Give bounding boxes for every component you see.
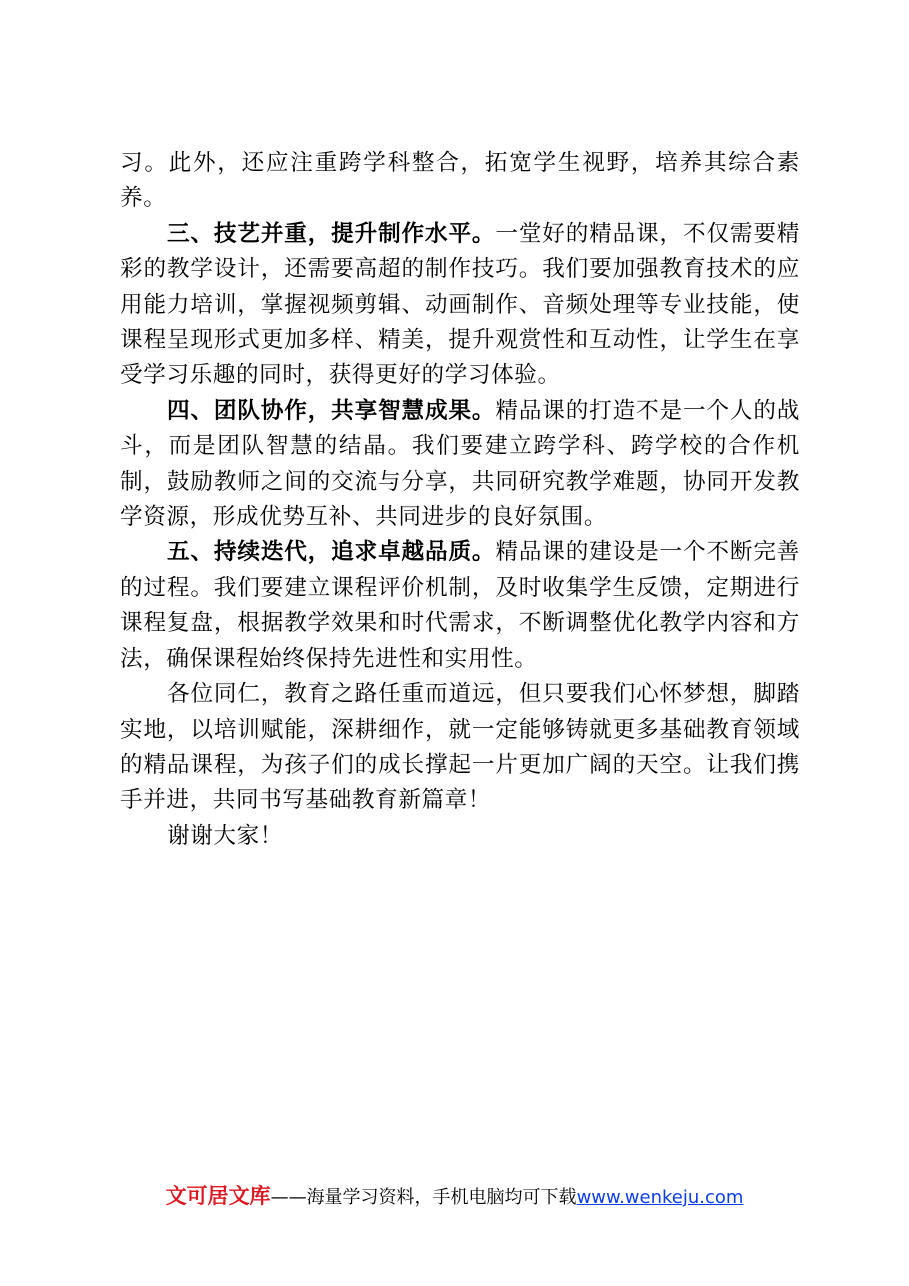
footer-brand: 文可居文库 <box>165 1184 271 1208</box>
paragraph-section-5 <box>120 535 800 677</box>
document-body <box>120 146 800 854</box>
paragraph-text: 精品课的打造不是一个人的战斗，而是团队智慧的结晶。我们要建立跨学科、跨学校的合作机制，鼓励教师之间的交流与分享，共同研究教学难题，协同开发教学资源，形成优势互补、共同进步的良好氛围。 <box>120 397 800 531</box>
paragraph-thanks <box>120 819 800 854</box>
paragraph-text: 各位同仁，教育之路任重而道远，但只要我们心怀梦想，脚踏实地，以培训赋能，深耕细作，就一定能够铸就更多基础教育领域的精品课程，为孩子们的成长撑起一片更加广阔的天空。让我们携手并进，共同书写基础教育新篇章！ <box>120 681 800 814</box>
page-footer <box>0 1183 909 1211</box>
paragraph-text: 精品课的建设是一个不断完善的过程。我们要建立课程评价机制，及时收集学生反馈，定期进行课程复盘，根据教学效果和时代需求，不断调整优化教学内容和方法，确保课程始终保持先进性和实用性。 <box>120 539 800 672</box>
paragraph-text: 习。此外，还应注重跨学科整合，拓宽学生视野，培养其综合素养。 <box>120 150 800 212</box>
paragraph-continuation <box>120 146 800 217</box>
footer-site-link[interactable]: www.wenkeju.com <box>576 1187 744 1208</box>
paragraph-section-3 <box>120 217 800 394</box>
paragraph-text: 谢谢大家！ <box>167 822 283 849</box>
section-heading-3: 三、技艺并重，提升制作水平。 <box>167 220 496 247</box>
section-heading-5: 五、持续迭代，追求卓越品质。 <box>167 539 496 566</box>
section-heading-4: 四、团队协作，共享智慧成果。 <box>167 397 496 424</box>
paragraph-text: 一堂好的精品课，不仅需要精彩的教学设计，还需要高超的制作技巧。我们要加强教育技术的应用能力培训，掌握视频剪辑、动画制作、音频处理等专业技能，使课程呈现形式更加多样、精美，提升观赏性和互动性，让学生在享受学习乐趣的同时，获得更好的学习体验。 <box>120 220 800 389</box>
paragraph-section-4 <box>120 394 800 536</box>
paragraph-closing <box>120 677 800 819</box>
footer-tagline: ——海量学习资料，手机电脑均可下载 <box>270 1187 577 1208</box>
